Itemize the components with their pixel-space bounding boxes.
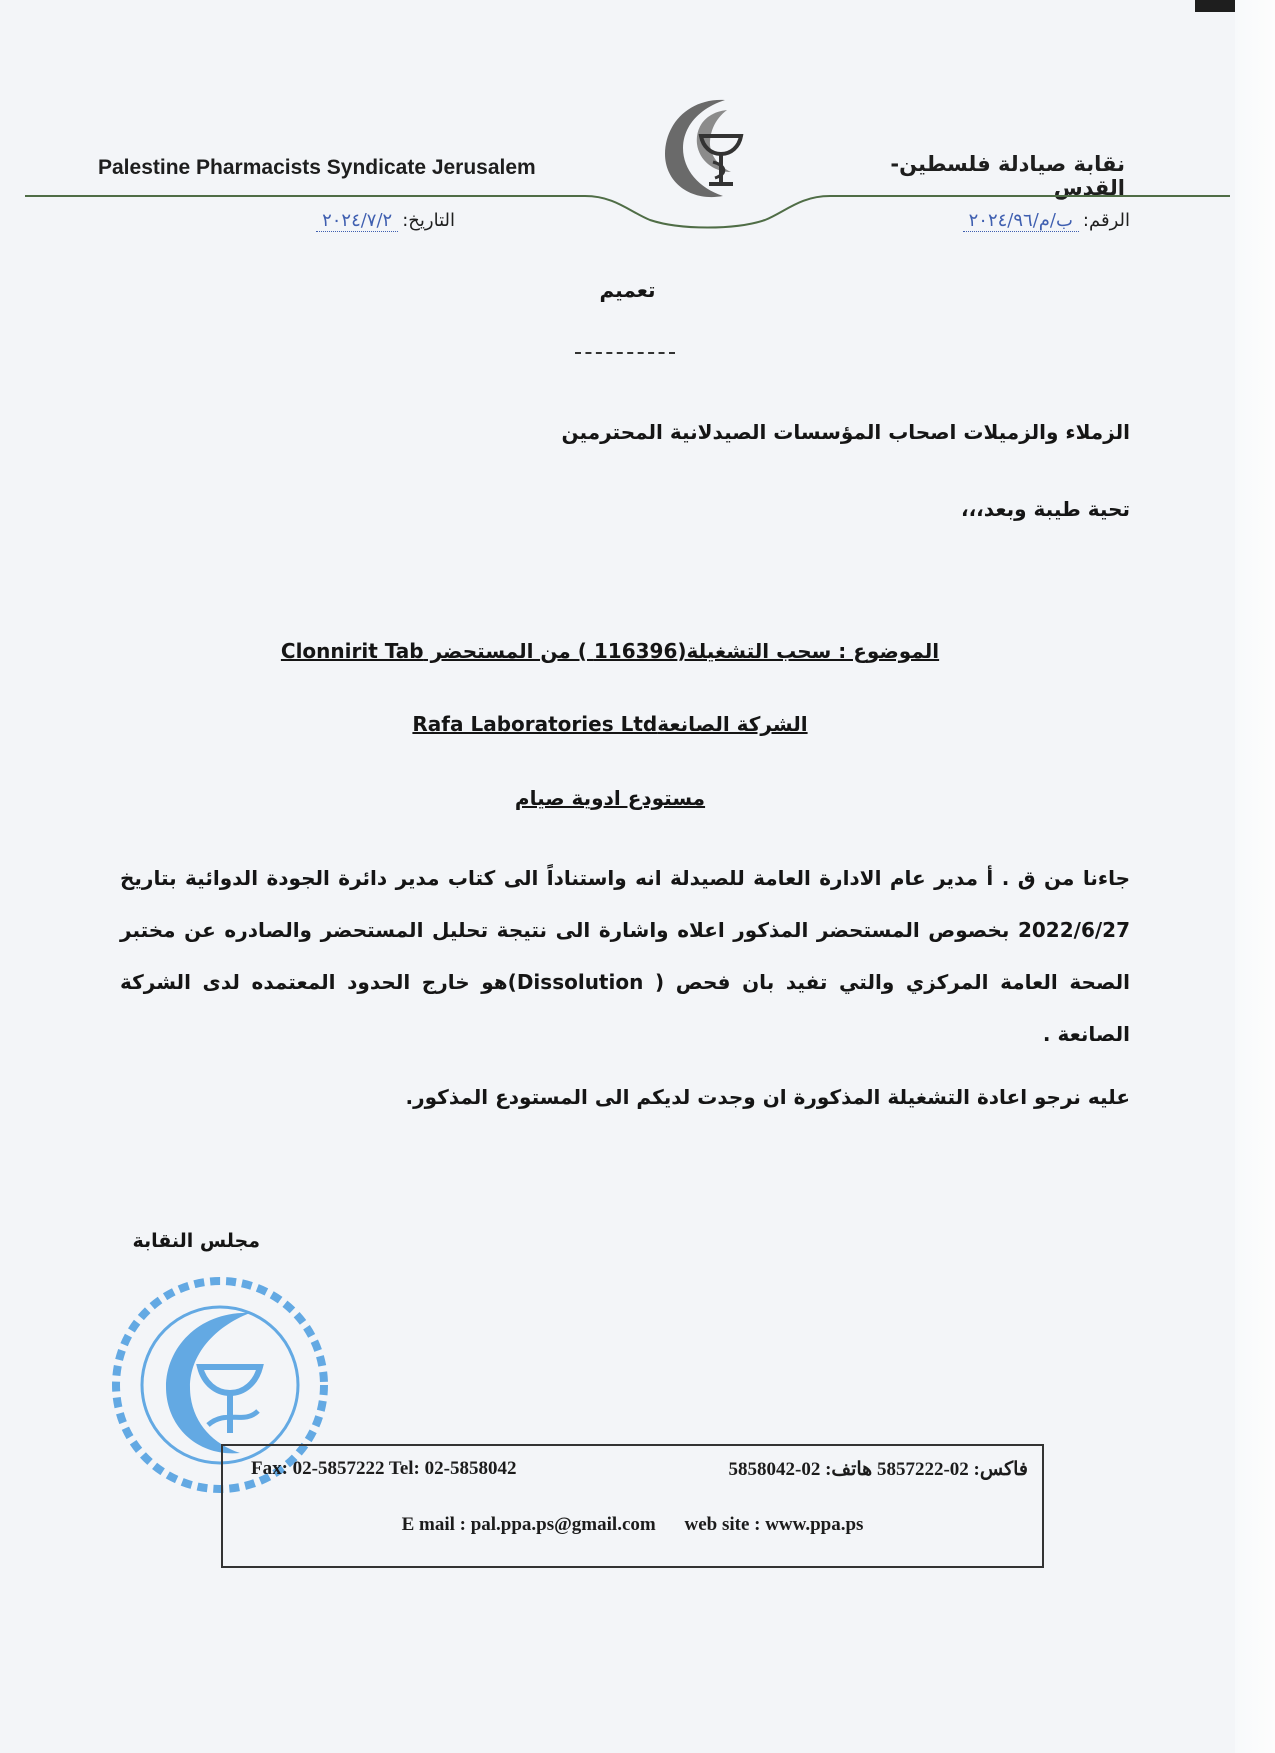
subject-line: الموضوع : سحب التشغيلة(116396 ) من المستحضر Clonnirit Tab bbox=[280, 639, 940, 663]
reference-label: الرقم: bbox=[1082, 210, 1130, 231]
caduceus-crescent-logo-icon bbox=[655, 92, 765, 202]
online-contact-line bbox=[223, 1514, 1042, 1536]
reference-value: ب/م/٢٠٢٤/٩٦ bbox=[963, 210, 1079, 232]
title-separator bbox=[575, 352, 675, 354]
scan-edge bbox=[1235, 0, 1275, 1753]
closing-request: عليه نرجو اعادة التشغيلة المذكورة ان وجدت لديكم الى المستودع المذكور. bbox=[405, 1085, 1130, 1109]
document-date bbox=[210, 210, 455, 231]
greeting-line: تحية طيبة وبعد،،، bbox=[960, 497, 1130, 521]
document-title: تعميم bbox=[599, 278, 656, 302]
signature-title: مجلس النقابة bbox=[132, 1230, 260, 1252]
arabic-contact-line: فاكس: 02-5857222 هاتف: 02-5858042 bbox=[728, 1459, 1028, 1480]
website-address: web site : www.ppa.ps bbox=[684, 1514, 864, 1535]
header-divider-line bbox=[25, 192, 1230, 282]
recipient-salutation: الزملاء والزميلات اصحاب المؤسسات الصيدلانية المحترمين bbox=[561, 420, 1130, 444]
english-contact-line: Fax: 02-5857222 Tel: 02-5858042 bbox=[251, 1458, 517, 1479]
email-address: E mail : pal.ppa.ps@gmail.com bbox=[401, 1514, 656, 1535]
warehouse-line: مستودع ادوية صيام bbox=[514, 786, 706, 810]
organization-arabic-name: نقابة صيادلة فلسطين- القدس bbox=[890, 152, 1125, 200]
footer-contact-box bbox=[221, 1444, 1044, 1568]
manufacturer-line: الشركة الصانعةRafa Laboratories Ltd bbox=[412, 712, 808, 736]
organization-english-name: Palestine Pharmacists Syndicate Jerusalem bbox=[98, 156, 536, 179]
scan-corner-mark bbox=[1195, 0, 1235, 12]
date-value: ٢٠٢٤/٧/٢ bbox=[316, 210, 398, 232]
document-reference bbox=[900, 210, 1130, 231]
circular-body: جاءنا من ق . أ مدير عام الادارة العامة للصيدلة انه واستناداً الى كتاب مدير دائرة الجودة الدوائية بتاريخ 2022/6/27 بخصوص المستحضر المذكور اعلاه واشارة الى نتيجة تحليل المستحضر والصادره عن مختبر الصحة العامة المركزي والتي تفيد بان فحص ( Dissolution)هو خارج الحدود المعتمده لدى الشركة الصانعة . bbox=[120, 866, 1131, 1046]
date-label: التاريخ: bbox=[402, 210, 455, 231]
